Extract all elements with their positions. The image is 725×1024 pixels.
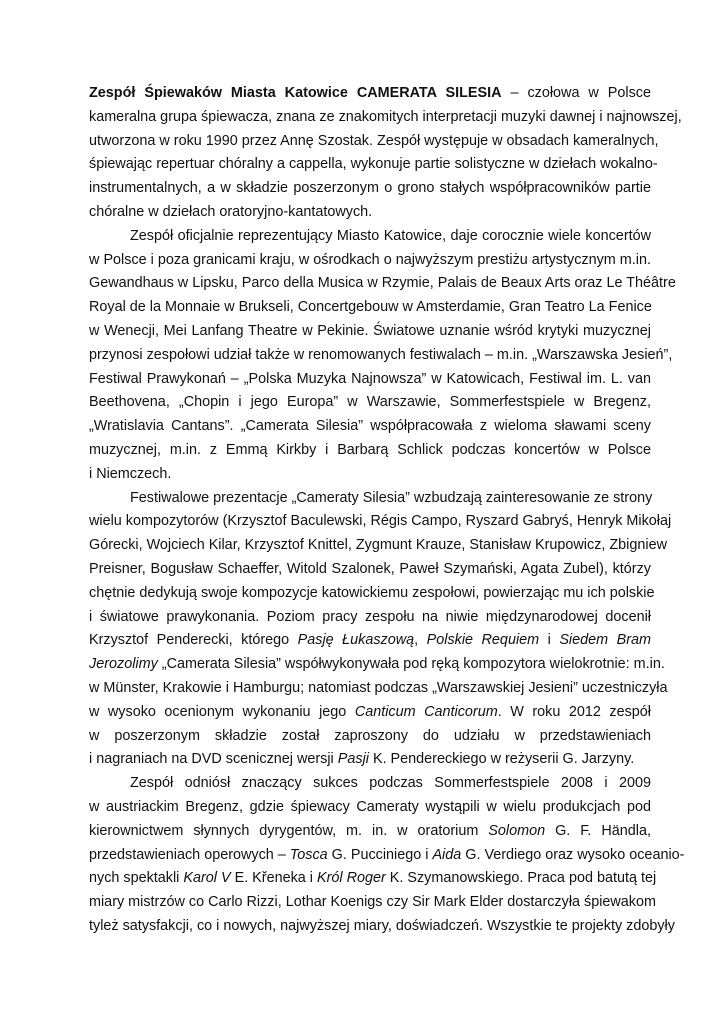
italic-title: Król Roger (316, 870, 386, 887)
text-line (89, 439, 651, 463)
text-run: instrumentalnych, a w składzie poszerzonym o grono stałych współpracowników partie (89, 180, 651, 197)
text-line (89, 463, 651, 487)
text-run: – czołowa w Polsce (501, 85, 651, 101)
italic-title: Siedem Bram (559, 632, 651, 649)
italic-title: Karol V (183, 870, 231, 887)
text-run: śpiewając repertuar chóralny a cappella, wykonuje partie solistyczne w dziełach wokalno- (89, 156, 658, 173)
text-line (89, 629, 651, 653)
text-line (89, 344, 673, 368)
text-line (89, 915, 675, 939)
text-run: Krzysztof Penderecki, którego (89, 632, 298, 649)
text-run: E. Křeneka i (230, 870, 317, 887)
text-line (89, 368, 651, 392)
italic-title: Aida (432, 846, 462, 863)
text-run: . W roku 2012 zespół (497, 703, 651, 720)
text-run: i (539, 632, 560, 649)
text-run: Beethovena, „Chopin i jego Europa” w Warszawie, Sommerfestspiele w Bregenz, (89, 394, 651, 411)
text-run: w wysoko ocenionym wykonaniu jego (89, 703, 355, 720)
text-line (89, 415, 651, 439)
text-run: G. Pucciniego i (327, 846, 433, 863)
document-body (89, 82, 685, 939)
text-line (89, 558, 651, 582)
text-line (89, 796, 651, 820)
text-run: K. Pendereckiego w reżyserii G. Jarzyny. (368, 751, 635, 768)
text-run: „Wratislavia Cantans”. „Camerata Silesia” współpracowała z wieloma sławami sceny (89, 418, 651, 435)
text-run: i światowe prawykonania. Poziom pracy zespołu na niwie międzynarodowej docenił (89, 608, 651, 625)
italic-title: Solomon (488, 822, 546, 839)
text-line (89, 534, 667, 558)
text-line (89, 296, 651, 320)
text-run: muzycznej, m.in. z Emmą Kirkby i Barbarą Schlick podczas koncertów w Polsce (89, 441, 651, 458)
text-run: Zespół odniósł znaczący sukces podczas Sommerfestspiele 2008 i 2009 (130, 775, 651, 792)
paragraph (89, 772, 685, 939)
text-run: miary mistrzów co Carlo Rizzi, Lothar Koenigs czy Sir Mark Elder dostarczyła śpiewakom (89, 894, 656, 911)
text-line (89, 177, 651, 201)
text-line (89, 272, 676, 296)
text-line (89, 225, 651, 249)
text-line (89, 844, 685, 868)
text-run: nych spektakli (89, 870, 184, 887)
italic-title: Tosca (289, 846, 328, 863)
text-run: Royal de la Monnaie w Brukseli, Concertgebouw w Amsterdamie, Gran Teatro La Fenice (89, 299, 652, 316)
text-run: przedstawieniach operowych – (89, 846, 290, 863)
text-line (89, 582, 655, 606)
text-run: tyleż satysfakcji, co i nowych, najwyższej miary, doświadczeń. Wszystkie te projekty zdobyły (89, 917, 675, 934)
text-run: chętnie dedykują swoje kompozycje katowickiemu zespołowi, powierzając mu ich polskie (89, 584, 655, 601)
italic-title: Pasję Łukaszową (297, 632, 415, 649)
text-run: chóralne w dziełach oratoryjno-kantatowych. (89, 203, 373, 220)
text-run: i nagraniach na DVD scenicznej wersji (89, 751, 338, 768)
text-line (89, 725, 651, 749)
text-line (89, 677, 668, 701)
text-run: wielu kompozytorów (Krzysztof Baculewski, Régis Campo, Ryszard Gabryś, Henryk Mikołaj (89, 513, 672, 530)
text-run: K. Szymanowskiego. Praca pod batutą tej (385, 870, 657, 887)
text-run: w Polsce i poza granicami kraju, w ośrodkach o najwyższym prestiżu artystycznym m.in. (89, 251, 651, 268)
text-run: Festiwalowe prezentacje „Cameraty Silesia” wzbudzają zainteresowanie ze strony (130, 489, 653, 506)
text-line (89, 510, 672, 534)
text-run: Górecki, Wojciech Kilar, Krzysztof Knittel, Zygmunt Krauze, Stanisław Krupowicz, Zbigniew (89, 537, 667, 554)
text-line (89, 130, 659, 154)
italic-title: Pasji (337, 751, 369, 768)
text-run: Zespół oficjalnie reprezentujący Miasto Katowice, daje corocznie wiele koncertów (130, 227, 651, 244)
italic-title: Polskie Requiem (426, 632, 540, 649)
text-run: w Wenecji, Mei Lanfang Theatre w Pekinie. Światowe uznanie wśród krytyki muzycznej (89, 322, 651, 339)
text-line (89, 320, 651, 344)
text-run: G. Verdiego oraz wysoko oceanio- (461, 846, 685, 863)
text-line (89, 82, 651, 106)
text-line (89, 748, 651, 772)
text-run: przynosi zespołowi udział także w renomowanych festiwalach – m.in. „Warszawska Jesień”, (89, 346, 673, 363)
italic-title: Canticum Canticorum (354, 703, 498, 720)
paragraph (89, 82, 682, 225)
text-run: G. F. Händla, (545, 822, 651, 839)
paragraph (89, 487, 672, 773)
text-line (89, 249, 651, 273)
text-line (89, 606, 651, 630)
text-line (89, 391, 651, 415)
text-run: kameralna grupa śpiewacza, znana ze znakomitych interpretacji muzyki dawnej i najnowszej, (89, 108, 682, 125)
text-line (89, 106, 682, 130)
text-line (89, 487, 651, 511)
text-line (89, 891, 656, 915)
bold-heading-text: Zespół Śpiewaków Miasta Katowice CAMERATA SILESIA (89, 85, 502, 101)
text-line (89, 867, 657, 891)
paragraph (89, 225, 676, 487)
text-run: w austriackim Bregenz, gdzie śpiewacy Cameraty wystąpili w wielu produkcjach pod (89, 798, 651, 815)
text-run: i Niemczech. (89, 465, 172, 482)
text-line (89, 201, 651, 225)
italic-title: Jerozolimy (89, 656, 158, 673)
text-line (89, 772, 651, 796)
text-run: Festiwal Prawykonań – „Polska Muzyka Najnowsza” w Katowicach, Festiwal im. L. van (89, 370, 651, 387)
text-run: w Münster, Krakowie i Hamburgu; natomiast podczas „Warszawskiej Jesieni” uczestniczyła (89, 679, 668, 696)
text-run: „Camerata Silesia” współwykonywała pod ręką kompozytora wielokrotnie: m.in. (157, 656, 665, 673)
text-run: Preisner, Bogusław Schaeffer, Witold Szalonek, Paweł Szymański, Agata Zubel), którzy (89, 560, 651, 577)
text-run: w poszerzonym składzie został zaproszony do udziału w przedstawieniach (89, 727, 651, 744)
text-run: kierownictwem słynnych dyrygentów, m. in. w oratorium (89, 822, 489, 839)
text-line (89, 701, 651, 725)
text-line (89, 653, 665, 677)
text-line (89, 153, 658, 177)
text-line (89, 820, 651, 844)
text-run: , (414, 632, 427, 649)
text-run: utworzona w roku 1990 przez Annę Szostak. Zespół występuje w obsadach kameralnych, (89, 132, 659, 149)
text-run: Gewandhaus w Lipsku, Parco della Musica w Rzymie, Palais de Beaux Arts oraz Le Théâtre (89, 275, 676, 292)
